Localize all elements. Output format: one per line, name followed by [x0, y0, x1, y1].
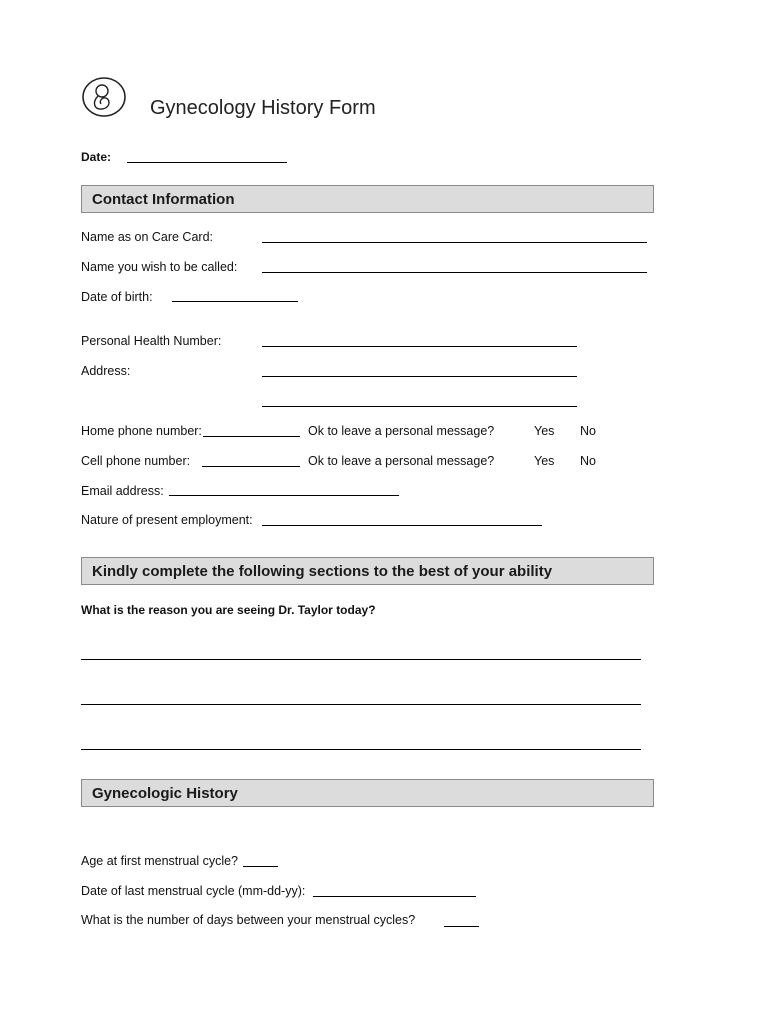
email-label: Email address:	[81, 484, 164, 498]
cell-ok-yes-option[interactable]: Yes	[534, 454, 555, 468]
reason-section-title: Kindly complete the following sections to the best of your ability	[92, 563, 553, 580]
address-field-line-2[interactable]	[262, 406, 577, 407]
reason-section-header	[81, 557, 654, 585]
reason-answer-line-3[interactable]	[81, 749, 641, 750]
days-between-label: What is the number of days between your menstrual cycles?	[81, 913, 416, 927]
cell-phone-field[interactable]	[202, 466, 300, 467]
employment-field[interactable]	[262, 525, 542, 526]
preferred-name-field[interactable]	[262, 272, 647, 273]
address-field-line-1[interactable]	[262, 376, 577, 377]
contact-section-title: Contact Information	[92, 191, 235, 208]
employment-label: Nature of present employment:	[81, 513, 253, 527]
last-cycle-field[interactable]	[313, 896, 476, 897]
date-label: Date:	[81, 150, 112, 164]
form-title: Gynecology History Form	[150, 97, 376, 119]
phn-field[interactable]	[262, 346, 577, 347]
days-between-field[interactable]	[444, 926, 479, 927]
care-card-name-field[interactable]	[262, 242, 647, 243]
first-cycle-field[interactable]	[243, 866, 278, 867]
looped-figure-logo-icon	[80, 76, 128, 120]
reason-answer-line-1[interactable]	[81, 659, 641, 660]
phn-label: Personal Health Number:	[81, 334, 222, 348]
cell-ok-no-option[interactable]: No	[580, 454, 596, 468]
contact-section-header	[81, 185, 654, 213]
preferred-name-label: Name you wish to be called:	[81, 260, 238, 274]
home-phone-field[interactable]	[203, 436, 300, 437]
first-cycle-label: Age at first menstrual cycle?	[81, 854, 239, 868]
cell-phone-label: Cell phone number:	[81, 454, 191, 468]
care-card-name-label: Name as on Care Card:	[81, 230, 214, 244]
email-field[interactable]	[169, 495, 399, 496]
reason-question: What is the reason you are seeing Dr. Taylor today?	[81, 603, 376, 617]
home-ok-message-label: Ok to leave a personal message?	[308, 424, 495, 438]
address-label: Address:	[81, 364, 131, 378]
dob-field[interactable]	[172, 301, 298, 302]
reason-answer-line-2[interactable]	[81, 704, 641, 705]
gyn-section-title: Gynecologic History	[92, 785, 238, 802]
cell-ok-message-label: Ok to leave a personal message?	[308, 454, 495, 468]
dob-label: Date of birth:	[81, 290, 153, 304]
gyn-section-header	[81, 779, 654, 807]
home-ok-no-option[interactable]: No	[580, 424, 596, 438]
date-field[interactable]	[127, 162, 287, 163]
last-cycle-label: Date of last menstrual cycle (mm-dd-yy):	[81, 884, 306, 898]
home-ok-yes-option[interactable]: Yes	[534, 424, 555, 438]
home-phone-label: Home phone number:	[81, 424, 202, 438]
